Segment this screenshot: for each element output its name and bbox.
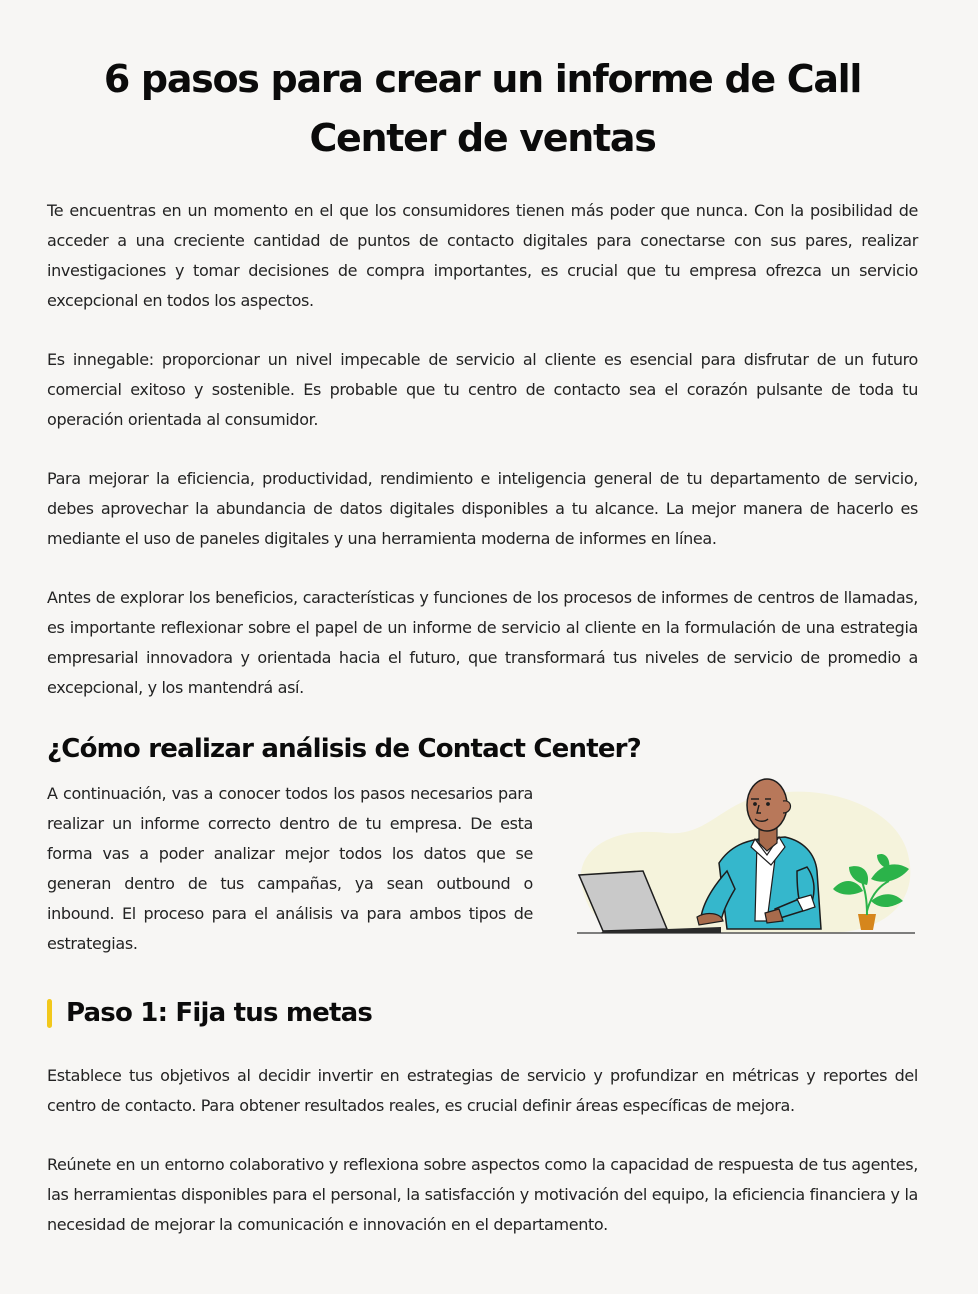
step-title: Paso 1: Fija tus metas: [66, 998, 373, 1028]
step-accent-bar: [47, 999, 52, 1028]
intro-paragraph: Te encuentras en un momento en el que los consumidores tienen más poder que nunca. Con la posibilidad de acceder a una creciente cantidad de puntos de contacto digitales para conectarse con sus pares, realizar investigaciones y tomar decisiones de compra importantes, es crucial que tu empresa ofrezca un servicio excepcional en todos los aspectos.: [47, 201, 918, 310]
step-body: [47, 1061, 918, 1240]
step-heading: [47, 995, 918, 1031]
section-heading: ¿Cómo realizar análisis de Contact Center?: [47, 734, 641, 764]
section-paragraph: A continuación, vas a conocer todos los pasos necesarios para realizar un informe correcto dentro de tu empresa. De esta forma vas a poder analizar mejor todos los datos que se generan dentro de tus campañas, ya sean outbound o inbound. El proceso para el análisis va para ambos tipos de estrategias.: [47, 784, 533, 953]
plant-pot: [858, 914, 876, 930]
section-content: [47, 779, 918, 959]
intro-paragraph: Para mejorar la eficiencia, productividad, rendimiento e inteligencia general de tu departamento de servicio, debes aprovechar la abundancia de datos digitales disponibles a tu alcance. La mejor manera de hacerlo es mediante el uso de paneles digitales y una herramienta moderna de informes en línea.: [47, 469, 918, 548]
intro-paragraph: Es innegable: proporcionar un nivel impecable de servicio al cliente es esencial para disfrutar de un futuro comercial exitoso y sostenible. Es probable que tu centro de contacto sea el corazón pulsante de toda tu operación orientada al consumidor.: [47, 350, 918, 429]
step-paragraph: Establece tus objetivos al decidir invertir en estrategias de servicio y profundizar en métricas y reportes del centro de contacto. Para obtener resultados reales, es crucial definir áreas específicas de mejora.: [47, 1066, 918, 1115]
step-paragraph: Reúnete en un entorno colaborativo y reflexiona sobre aspectos como la capacidad de respuesta de tus agentes, las herramientas disponibles para el personal, la satisfacción y motivación del equipo, la eficiencia financiera y la necesidad de mejorar la comunicación e innovación en el departamento.: [47, 1155, 918, 1234]
person-at-laptop-illustration: [571, 771, 917, 941]
intro-paragraph: Antes de explorar los beneficios, características y funciones de los procesos de informes de centros de llamadas, es importante reflexionar sobre el papel de un informe de servicio al cliente en la formulación de una estrategia empresarial innovadora y orientada hacia el futuro, que transformará tus niveles de servicio de promedio a excepcional, y los mantendrá así.: [47, 588, 918, 697]
intro-section: [47, 196, 918, 703]
page-title: 6 pasos para crear un informe de Call Center de ventas: [103, 57, 862, 160]
